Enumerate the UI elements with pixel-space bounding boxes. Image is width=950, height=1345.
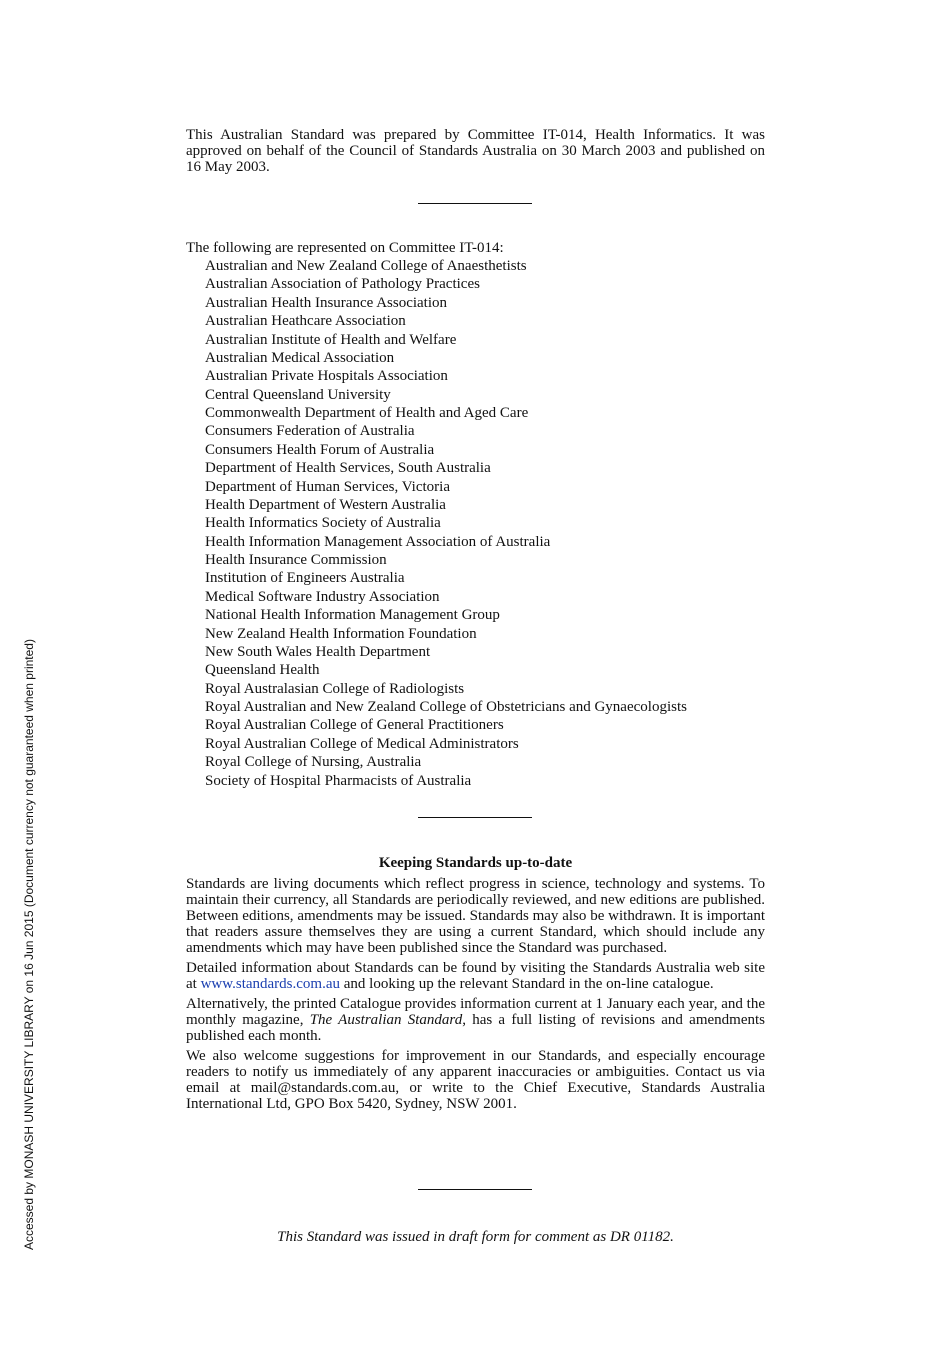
divider-3 — [418, 1189, 532, 1190]
committee-member: Australian Institute of Health and Welfare — [205, 331, 457, 348]
committee-member: Royal Australian College of General Practitioners — [205, 717, 504, 734]
draft-footnote: This Standard was issued in draft form for comment as DR 01182. — [277, 1229, 674, 1245]
committee-member: Royal Australian and New Zealand College of Obstetricians and Gynaecologists — [205, 699, 687, 715]
committee-member: Department of Health Services, South Australia — [205, 460, 491, 477]
committee-member: Queensland Health — [205, 662, 320, 679]
committee-member: Health Department of Western Australia — [205, 496, 446, 513]
committee-member: Commonwealth Department of Health and Aged Care — [205, 405, 529, 421]
website-link[interactable]: www.standards.com.au — [200, 976, 340, 992]
committee-member: Health Insurance Commission — [205, 552, 387, 568]
committee-member: Australian Association of Pathology Practices — [205, 276, 480, 293]
keeping-standards-body — [186, 876, 765, 1116]
committee-member: Australian Health Insurance Association — [205, 294, 448, 311]
committee-member: Health Informatics Society of Australia — [205, 515, 441, 532]
committee-member: New South Wales Health Department — [205, 643, 431, 660]
committee-member: Medical Software Industry Association — [205, 588, 440, 605]
committee-member: Department of Human Services, Victoria — [205, 478, 450, 495]
committee-member: New Zealand Health Information Foundation — [205, 625, 477, 642]
committee-member: Institution of Engineers Australia — [205, 570, 405, 587]
committee-member: Australian and New Zealand College of Anaesthetists — [205, 258, 527, 274]
committee-member: Australian Medical Association — [205, 349, 395, 366]
preparation-text: This Australian Standard was prepared by Committee IT-014, Health Informatics. It was approved on behalf of the Council of Standards Australia on 30 March 2003 and published on 16 May 2003. — [186, 127, 765, 175]
committee-member: Australian Heathcare Association — [205, 313, 406, 330]
committee-member: Health Information Management Association of Australia — [205, 533, 551, 550]
committee-member: Royal College of Nursing, Australia — [205, 754, 422, 771]
magazine-title: The Australian Standard — [309, 1012, 463, 1028]
committee-member: Consumers Health Forum of Australia — [205, 441, 435, 458]
access-note: Accessed by MONASH UNIVERSITY LIBRARY on 16 Jun 2015 (Document currency not guaranteed when printed) — [22, 639, 36, 1250]
paragraph-suggestions: We also welcome suggestions for improvement in our Standards, and especially encourage readers to notify us immediately of any apparent inaccuracies or ambiguities. Contact us via email at mail@standards.com.au, or write to the Chief Executive, Standards Australia International Ltd, GPO Box 5420, Sydney, NSW 2001. — [186, 1048, 765, 1112]
paragraph-website: Detailed information about Standards can be found by visiting the Standards Australia web site at www.standards.com.au and looking up the relevant Standard in the on-line catalogue. — [186, 960, 765, 992]
paragraph-living-documents: Standards are living documents which reflect progress in science, technology and systems. To maintain their currency, all Standards are periodically reviewed, and new editions are published. Between editions, amendments may be issued. Standards may also be withdrawn. It is important that readers assure themselves they are using a current Standard, which should include any amendments which may have been published since the Standard was purchased. — [186, 876, 765, 956]
committee-member: Central Queensland University — [205, 386, 391, 403]
committee-member: National Health Information Management Group — [205, 607, 500, 624]
committee-member: Society of Hospital Pharmacists of Australia — [205, 772, 472, 789]
committee-member: Royal Australasian College of Radiologists — [205, 680, 465, 697]
preparation-statement — [186, 127, 765, 175]
committee-member: Royal Australian College of Medical Administrators — [205, 735, 519, 752]
committee-intro: The following are represented on Committee IT-014: — [186, 240, 504, 256]
section-heading: Keeping Standards up-to-date — [378, 855, 573, 871]
committee-member: Australian Private Hospitals Association — [205, 368, 448, 385]
divider-2 — [418, 817, 532, 818]
committee-member: Consumers Federation of Australia — [205, 423, 415, 440]
committee-member-list — [205, 257, 687, 790]
paragraph-catalogue: Alternatively, the printed Catalogue provides information current at 1 January each year, and the monthly magazine, The Australian Standard, has a full listing of revisions and amendments published each month. — [186, 996, 765, 1044]
divider-1 — [418, 203, 532, 204]
